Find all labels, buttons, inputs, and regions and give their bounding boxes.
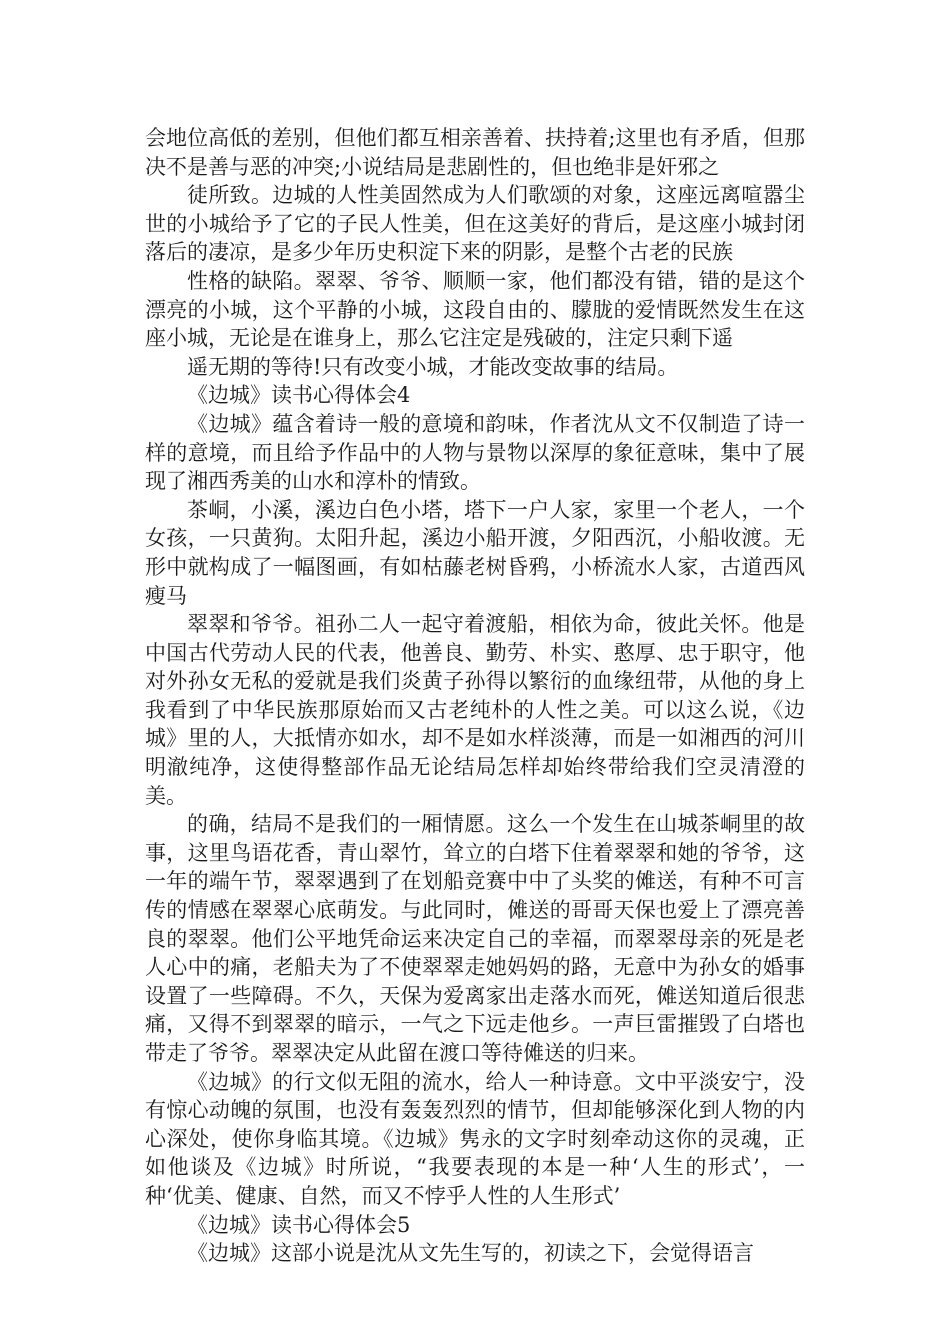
section-heading-4: 《边城》读书心得体会4 bbox=[187, 383, 411, 408]
paragraph-3: 性格的缺陷。翠翠、爷爷、顺顺一家，他们都没有错，错的是这个漂亮的小城，这个平静的小城，这段自由的、朦胧的爱情既然发生在这座小城，无论是在谁身上，那么它注定是残破的，注定只剩下遥 bbox=[145, 268, 805, 351]
paragraph-2: 徒所致。边城的人性美固然成为人们歌颂的对象，这座远离喧嚣尘世的小城给予了它的子民人性美，但在这美好的背后，是这座小城封闭落后的凄凉，是多少年历史积淀下来的阴影，是整个古老的民族 bbox=[145, 183, 805, 265]
paragraph-8: 的确，结局不是我们的一厢情愿。这么一个发生在山城茶峒里的故事，这里鸟语花香，青山翠竹，耸立的白塔下住着翠翠和她的爷爷，这一年的端午节，翠翠遇到了在划船竞赛中中了头奖的傩送，有种不可言传的情感在翠翠心底萌发。与此同时，傩送的哥哥天保也爱上了漂亮善良的翠翠。他们公平地凭命运来决定自己的幸福，而翠翠母亲的死是老人心中的痛，老船夫为了不使翠翠走她妈妈的路，无意中为孙女的婚事设置了一些障碍。不久，天保为爱离家出走落水而死，傩送知道后很悲痛，又得不到翠翠的暗示，一气之下远走他乡。一声巨雷摧毁了白塔也带走了爷爷。翠翠决定从此留在渡口等待傩送的归来。 bbox=[145, 812, 805, 1065]
paragraph-6: 茶峒，小溪，溪边白色小塔，塔下一户人家，家里一个老人，一个女孩，一只黄狗。太阳升起，溪边小船开渡，夕阳西沉，小船收渡。无形中就构成了一幅图画，有如枯藤老树昏鸦，小桥流水人家，古道西风瘦马 bbox=[145, 497, 805, 608]
paragraph-5: 《边城》蕴含着诗一般的意境和韵味，作者沈从文不仅制造了诗一样的意境，而且给予作品中的人物与景物以深厚的象征意味，集中了展现了湘西秀美的山水和淳朴的情致。 bbox=[145, 411, 805, 494]
paragraph-10: 《边城》这部小说是沈从文先生写的，初读之下，会觉得语言 bbox=[187, 1241, 754, 1266]
section-heading-5: 《边城》读书心得体会5 bbox=[187, 1212, 411, 1237]
paragraph-7: 翠翠和爷爷。祖孙二人一起守着渡船，相依为命，彼此关怀。他是中国古代劳动人民的代表，他善良、勤劳、朴实、憨厚、忠于职守，他对外孙女无私的爱就是我们炎黄子孙得以繁衍的血缘纽带，从他的身上我看到了中华民族那原始而又古老纯朴的人性之美。可以这么说，《边城》里的人，大抵情亦如水，却不是如水样淡薄，而是一如湘西的河川明澈纯净，这使得整部作品无论结局怎样却始终带给我们空灵清澄的美。 bbox=[145, 612, 805, 808]
paragraph-1: 会地位高低的差别，但他们都互相亲善着、扶持着;这里也有矛盾，但那决不是善与恶的冲突;小说结局是悲剧性的，但也绝非是奸邪之 bbox=[145, 126, 805, 179]
paragraph-4: 遥无期的等待!只有改变小城，才能改变故事的结局。 bbox=[187, 354, 679, 379]
document-page bbox=[145, 124, 805, 1268]
paragraph-9: 《边城》的行文似无阻的流水，给人一种诗意。文中平淡安宁，没有惊心动魄的氛围，也没有轰轰烈烈的情节，但却能够深化到人物的内心深处，使你身临其境。《边城》隽永的文字时刻牵动这你的灵魂，正如他谈及《边城》时所说，“我要表现的本是一种‘人生的形式’，一种‘优美、健康、自然，而又不悖乎人性的人生形式’ bbox=[145, 1069, 805, 1208]
